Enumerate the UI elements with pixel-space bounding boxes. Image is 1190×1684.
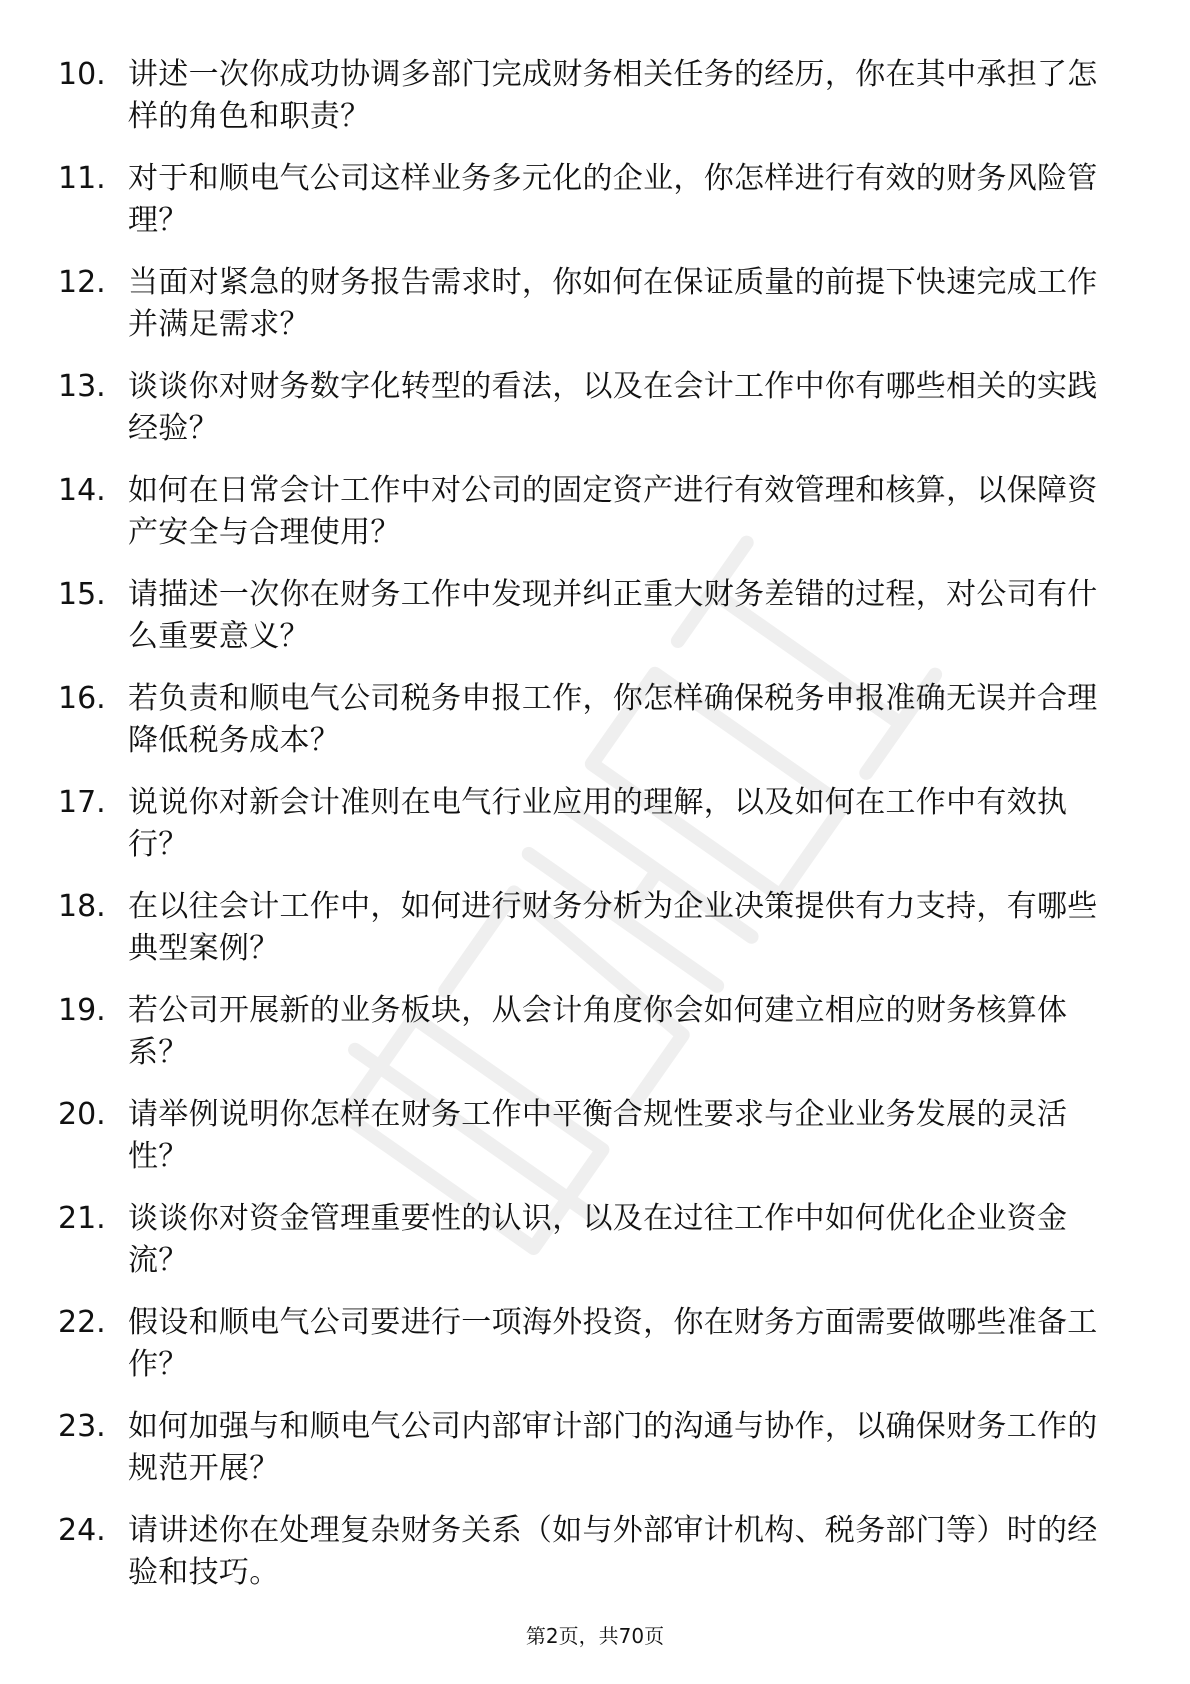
question-item — [0, 990, 1190, 1094]
question-item — [0, 1406, 1190, 1510]
question-number: 23. — [58, 1409, 106, 1444]
question-item — [0, 158, 1190, 262]
question-item — [0, 782, 1190, 886]
question-item — [0, 54, 1190, 158]
question-item — [0, 366, 1190, 470]
question-number: 12. — [58, 265, 106, 300]
question-text: 如何加强与和顺电气公司内部审计部门的沟通与协作，以确保财务工作的规范开展？ — [128, 1409, 1098, 1486]
question-number: 16. — [58, 681, 106, 716]
question-item — [0, 678, 1190, 782]
page-number-label: 第2页，共70页 — [525, 1624, 665, 1648]
question-number: 22. — [58, 1305, 106, 1340]
question-text: 如何在日常会计工作中对公司的固定资产进行有效管理和核算，以保障资产安全与合理使用？ — [128, 473, 1098, 550]
question-item — [0, 886, 1190, 990]
question-item — [0, 262, 1190, 366]
question-list — [0, 54, 1190, 1614]
question-text: 请讲述你在处理复杂财务关系（如与外部审计机构、税务部门等）时的经验和技巧。 — [128, 1513, 1098, 1590]
question-number: 24. — [58, 1513, 106, 1548]
question-number: 10. — [58, 57, 106, 92]
question-text: 请举例说明你怎样在财务工作中平衡合规性要求与企业业务发展的灵活性？ — [128, 1097, 1068, 1174]
question-number: 17. — [58, 785, 106, 820]
question-item — [0, 1198, 1190, 1302]
page-footer — [0, 1622, 1190, 1650]
question-text: 请描述一次你在财务工作中发现并纠正重大财务差错的过程，对公司有什么重要意义？ — [128, 577, 1098, 654]
question-item — [0, 1510, 1190, 1614]
question-number: 15. — [58, 577, 106, 612]
question-item — [0, 1302, 1190, 1406]
question-number: 11. — [58, 161, 106, 196]
question-number: 20. — [58, 1097, 106, 1132]
question-text: 讲述一次你成功协调多部门完成财务相关任务的经历，你在其中承担了怎样的角色和职责？ — [128, 57, 1098, 134]
question-text: 当面对紧急的财务报告需求时，你如何在保证质量的前提下快速完成工作并满足需求？ — [128, 265, 1098, 342]
question-text: 在以往会计工作中，如何进行财务分析为企业决策提供有力支持，有哪些典型案例？ — [128, 889, 1098, 966]
question-text: 对于和顺电气公司这样业务多元化的企业，你怎样进行有效的财务风险管理？ — [128, 161, 1098, 238]
question-text: 谈谈你对财务数字化转型的看法，以及在会计工作中你有哪些相关的实践经验？ — [128, 369, 1098, 446]
question-item — [0, 1094, 1190, 1198]
question-number: 21. — [58, 1201, 106, 1236]
question-text: 谈谈你对资金管理重要性的认识，以及在过往工作中如何优化企业资金流？ — [128, 1201, 1068, 1278]
question-number: 18. — [58, 889, 106, 924]
question-text: 假设和顺电气公司要进行一项海外投资，你在财务方面需要做哪些准备工作？ — [128, 1305, 1098, 1382]
question-item — [0, 470, 1190, 574]
question-number: 19. — [58, 993, 106, 1028]
question-text: 说说你对新会计准则在电气行业应用的理解，以及如何在工作中有效执行？ — [128, 785, 1068, 862]
question-number: 14. — [58, 473, 106, 508]
question-item — [0, 574, 1190, 678]
question-number: 13. — [58, 369, 106, 404]
question-text: 若负责和顺电气公司税务申报工作，你怎样确保税务申报准确无误并合理降低税务成本？ — [128, 681, 1098, 758]
question-text: 若公司开展新的业务板块，从会计角度你会如何建立相应的财务核算体系？ — [128, 993, 1068, 1070]
